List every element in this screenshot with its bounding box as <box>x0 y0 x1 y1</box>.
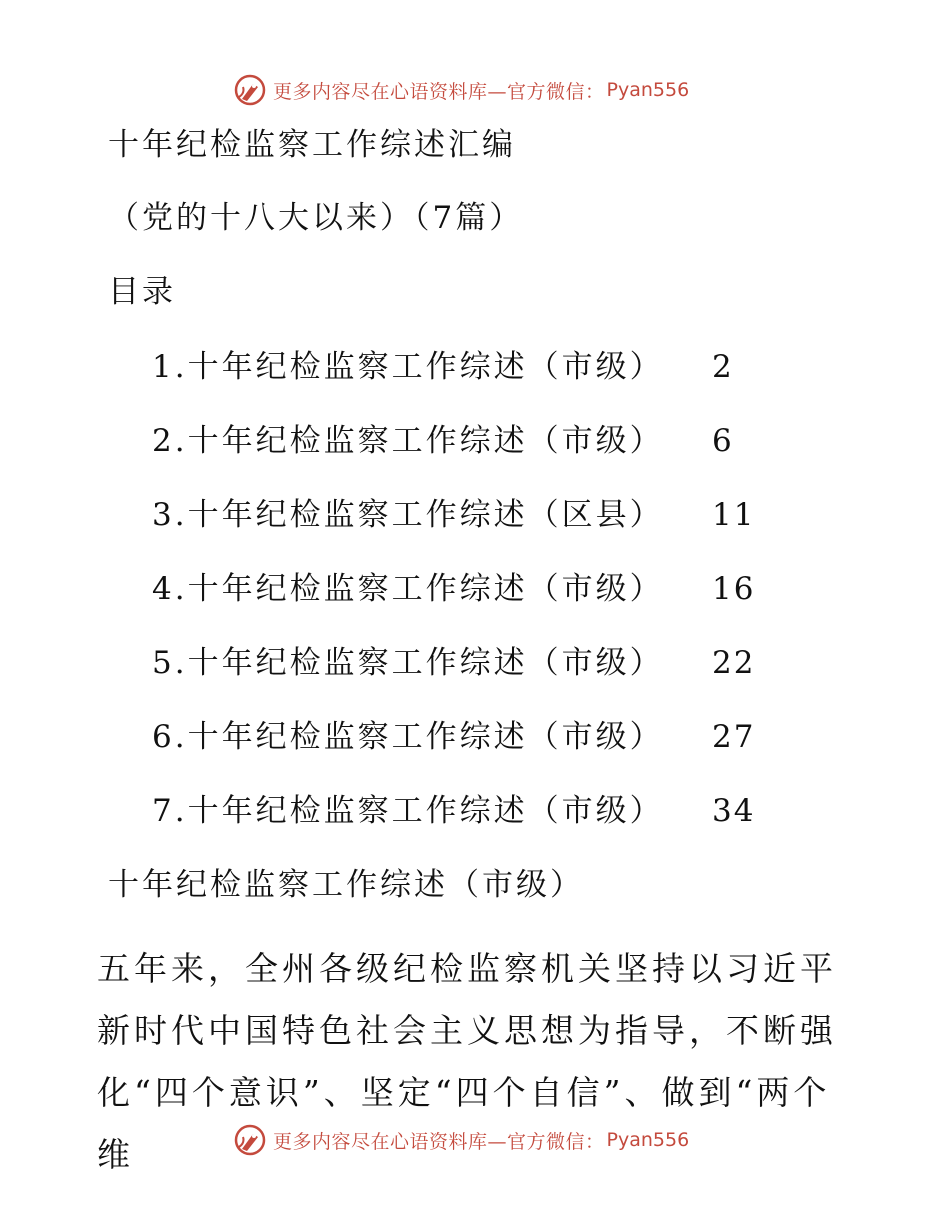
section-title: 十年纪检监察工作综述（市级） <box>108 867 584 903</box>
watermark-header <box>233 72 689 108</box>
watermark-wechat-id: Pyan556 <box>606 79 690 101</box>
toc-page-4: 16 <box>712 571 756 607</box>
watermark-text: 更多内容尽在心语资料库—官方微信： <box>273 80 605 103</box>
pen-nib-logo-icon <box>233 1123 267 1157</box>
toc-page-7: 34 <box>712 793 756 829</box>
watermark-wechat-id: Pyan556 <box>606 1129 690 1151</box>
document-title: 十年纪检监察工作综述汇编 <box>108 127 516 163</box>
toc-item-1[interactable]: 1.十年纪检监察工作综述（市级） <box>152 349 664 385</box>
toc-page-6: 27 <box>712 719 756 755</box>
toc-page-5: 22 <box>712 645 756 681</box>
toc-page-3: 11 <box>712 497 756 533</box>
toc-item-4[interactable]: 4.十年纪检监察工作综述（市级） <box>152 571 664 607</box>
pen-nib-logo-icon <box>233 73 267 107</box>
toc-item-7[interactable]: 7.十年纪检监察工作综述（市级） <box>152 793 664 829</box>
toc-page-2: 6 <box>712 423 734 459</box>
toc-item-3[interactable]: 3.十年纪检监察工作综述（区县） <box>152 497 664 533</box>
document-subtitle: （党的十八大以来）（7篇） <box>108 200 524 236</box>
toc-item-6[interactable]: 6.十年纪检监察工作综述（市级） <box>152 719 664 755</box>
toc-heading: 目录 <box>108 274 176 310</box>
toc-page-1: 2 <box>712 349 734 385</box>
watermark-footer <box>233 1122 689 1158</box>
toc-item-5[interactable]: 5.十年纪检监察工作综述（市级） <box>152 645 664 681</box>
toc-item-2[interactable]: 2.十年纪检监察工作综述（市级） <box>152 423 664 459</box>
body-paragraph: 五年来，全州各级纪检监察机关坚持以习近平新时代中国特色社会主义思想为指导，不断强化“四个意识”、坚定“四个自信”、做到“两个维 <box>97 949 837 1174</box>
watermark-text: 更多内容尽在心语资料库—官方微信： <box>273 1130 605 1153</box>
